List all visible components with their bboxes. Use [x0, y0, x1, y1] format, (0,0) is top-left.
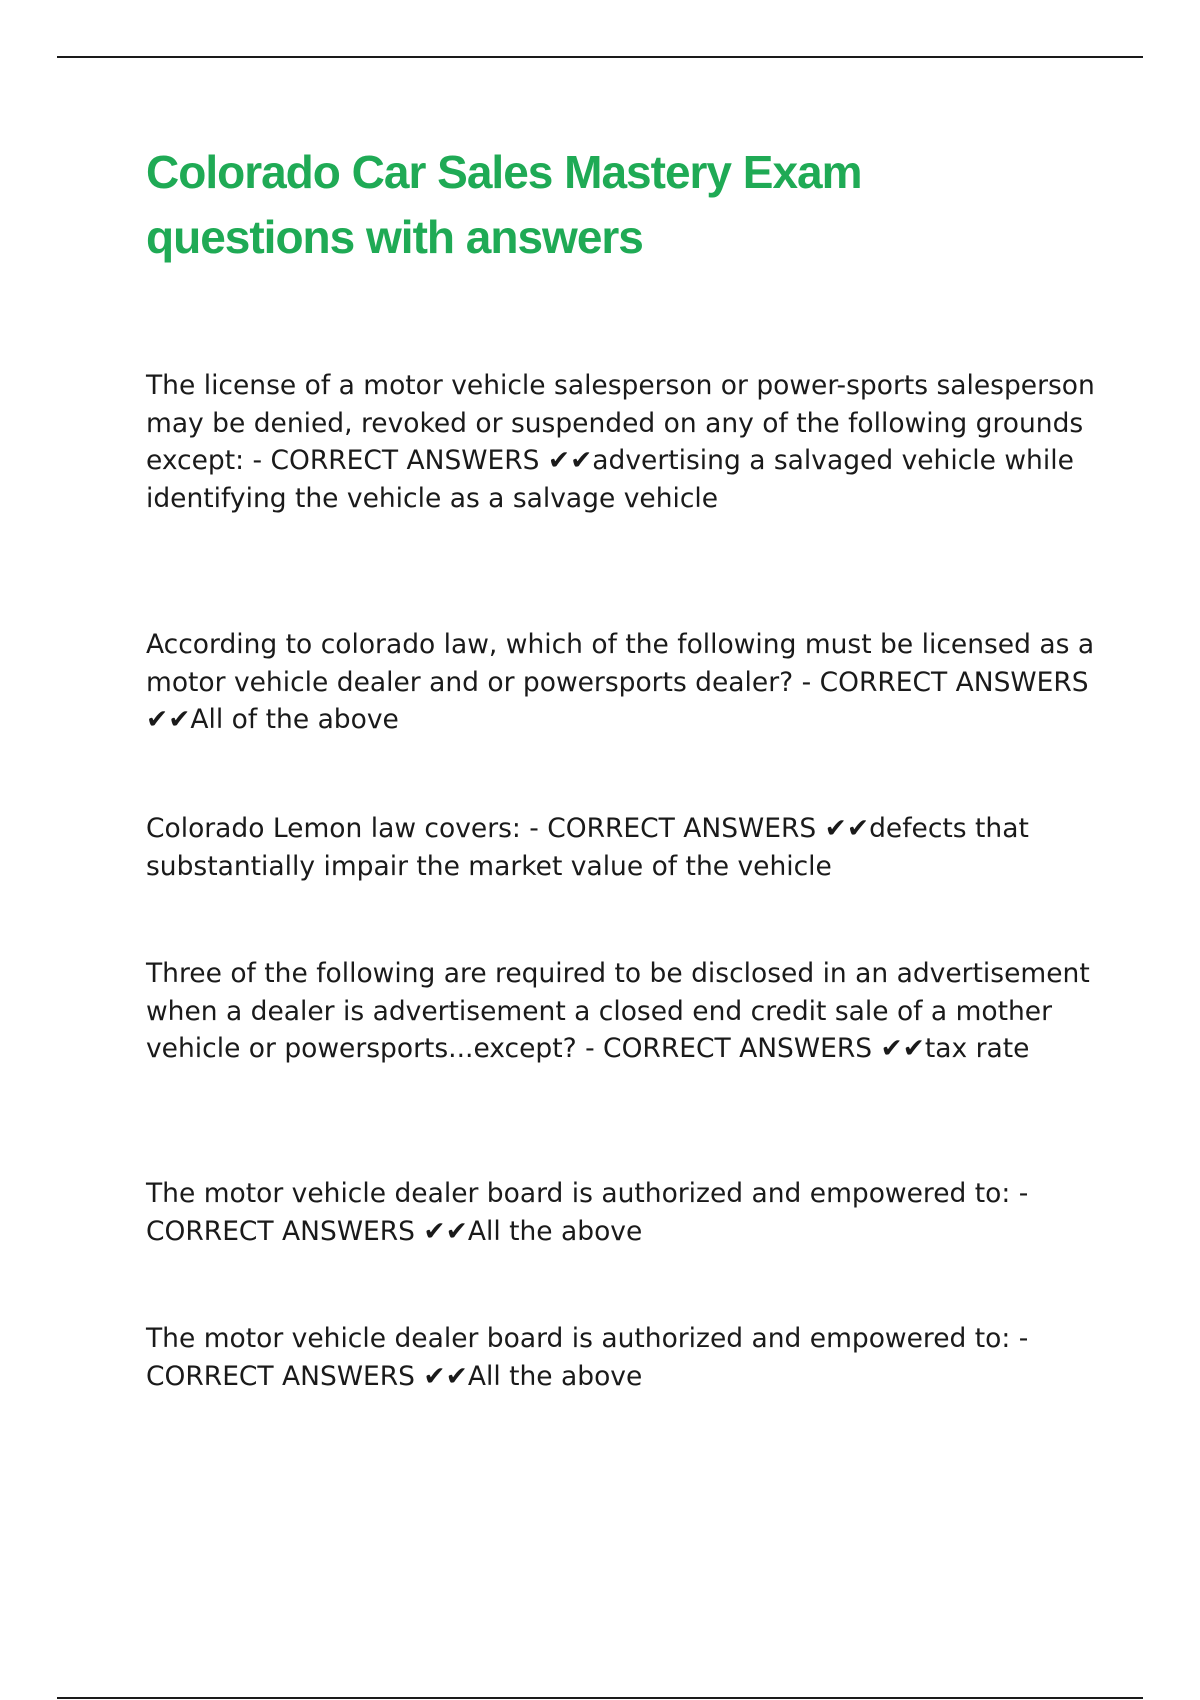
qa-entry: The motor vehicle dealer board is authorized and empowered to: - CORRECT ANSWERS ✔✔All the above	[146, 1178, 1037, 1247]
header-rule	[57, 56, 1143, 58]
document-title: Colorado Car Sales Mastery Exam questions with answers	[146, 146, 862, 263]
qa-entry: According to colorado law, which of the following must be licensed as a motor vehicle dealer and or powersports dealer? - CORRECT ANSWERS ✔✔All of the above	[146, 629, 1103, 735]
qa-entry: The license of a motor vehicle salesperson or power-sports salesperson may be denied, revoked or suspended on any of the following grounds except: - CORRECT ANSWERS ✔✔advertising a salvaged vehicle while identifying the vehicle as a salvage vehicle	[146, 370, 1104, 514]
footer-rule	[57, 1697, 1143, 1699]
qa-entry: Three of the following are required to be disclosed in an advertisement when a dealer is advertisement a closed end credit sale of a mother vehicle or powersports...except? - CORRECT ANSWERS ✔✔tax rate	[146, 958, 1099, 1064]
qa-entry: The motor vehicle dealer board is authorized and empowered to: - CORRECT ANSWERS ✔✔All the above	[146, 1323, 1037, 1392]
qa-entry: Colorado Lemon law covers: - CORRECT ANSWERS ✔✔defects that substantially impair the market value of the vehicle	[146, 813, 1038, 882]
